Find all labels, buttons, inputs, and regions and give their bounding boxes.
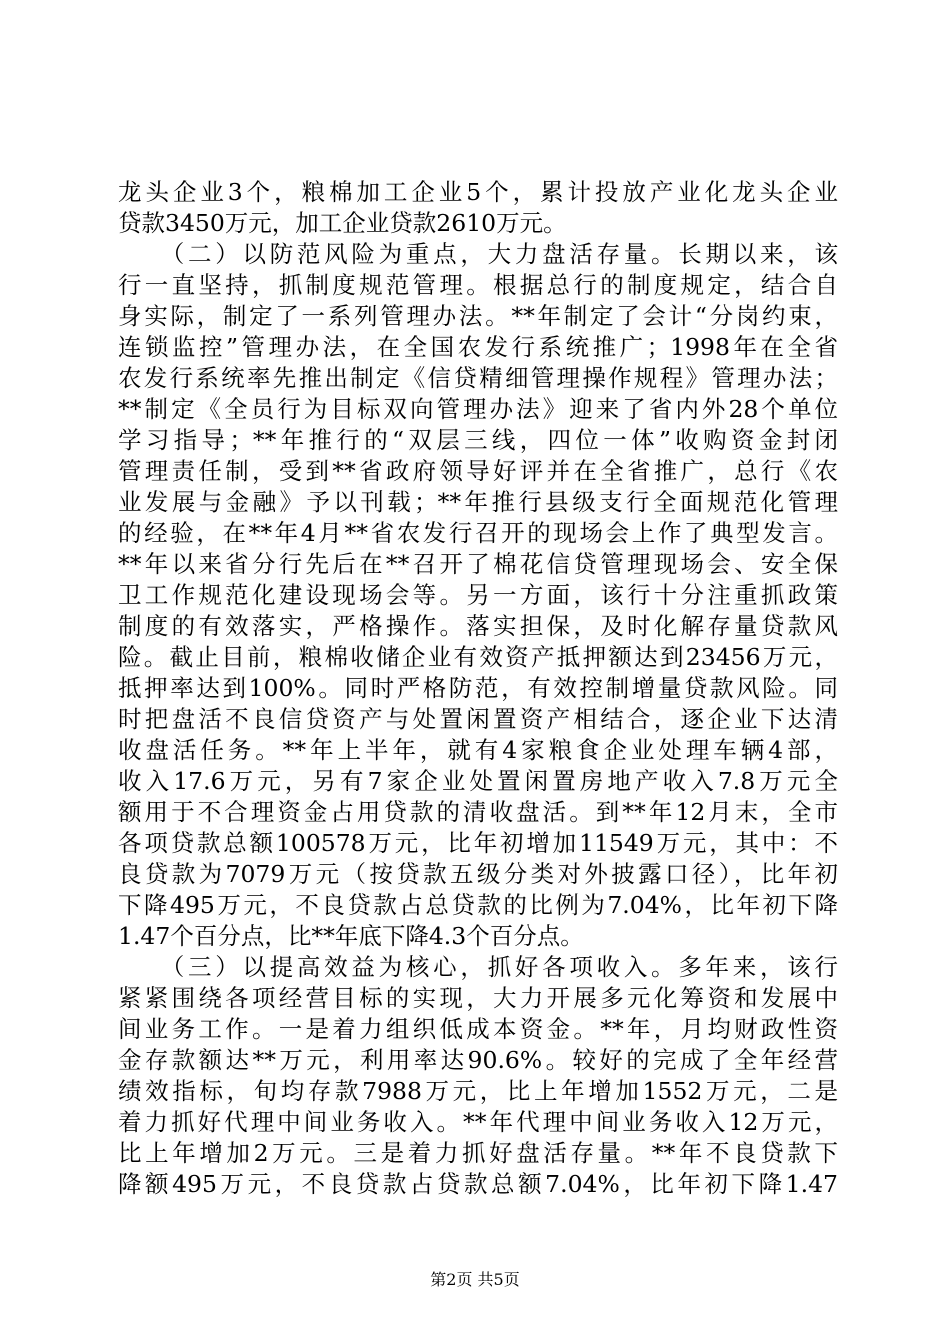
- text-line: 业发展与金融》予以刊载；**年推行县级支行全面规范化管理: [118, 488, 838, 516]
- text-line: 卫工作规范化建设现场会等。另一方面，该行十分注重抓政策: [118, 581, 838, 609]
- text-line: 管理责任制，受到**省政府领导好评并在全省推广，总行《农: [118, 457, 838, 485]
- text-line: 险。截止目前，粮棉收储企业有效资产抵押额达到23456万元，: [118, 643, 838, 671]
- text-line: **年以来省分行先后在**召开了棉花信贷管理现场会、安全保: [118, 550, 838, 578]
- page-number-label: 第2页 共5页: [430, 1270, 520, 1289]
- text-line: 良贷款为7079万元（按贷款五级分类对外披露口径），比年初: [118, 860, 838, 888]
- text-line: 降额495万元，不良贷款占贷款总额7.04%，比年初下降1.47: [118, 1170, 838, 1198]
- text-line: 1.47个百分点，比**年底下降4.3个百分点。: [118, 922, 584, 950]
- text-line: 贷款3450万元，加工企业贷款2610万元。: [118, 209, 567, 237]
- text-line: 绩效指标，旬均存款7988万元，比上年增加1552万元，二是: [118, 1077, 838, 1105]
- text-line: 比上年增加2万元。三是着力抓好盘活存量。**年不良贷款下: [118, 1139, 838, 1167]
- text-line: 的经验，在**年4月**省农发行召开的现场会上作了典型发言。: [118, 519, 838, 547]
- text-line: （二）以防范风险为重点，大力盘活存量。长期以来，该: [118, 240, 838, 268]
- text-line: 行一直坚持，抓制度规范管理。根据总行的制度规定，结合自: [118, 271, 838, 299]
- text-line: 金存款额达**万元，利用率达90.6%。较好的完成了全年经营: [118, 1046, 838, 1074]
- text-line: 收入17.6万元，另有7家企业处置闲置房地产收入7.8万元全: [118, 767, 838, 795]
- text-line: 制度的有效落实，严格操作。落实担保，及时化解存量贷款风: [118, 612, 838, 640]
- text-line: 紧紧围绕各项经营目标的实现，大力开展多元化筹资和发展中: [118, 984, 838, 1012]
- text-line: 学习指导；**年推行的“双层三线，四位一体”收购资金封闭: [118, 426, 838, 454]
- text-line: 额用于不合理资金占用贷款的清收盘活。到**年12月末，全市: [118, 798, 838, 826]
- text-line: 着力抓好代理中间业务收入。**年代理中间业务收入12万元，: [118, 1108, 838, 1136]
- text-line: 连锁监控”管理办法，在全国农发行系统推广；1998年在全省: [118, 333, 838, 361]
- text-line: 时把盘活不良信贷资产与处置闲置资产相结合，逐企业下达清: [118, 705, 838, 733]
- text-line: 各项贷款总额100578万元，比年初增加11549万元，其中：不: [118, 829, 838, 857]
- text-line: 身实际，制定了一系列管理办法。**年制定了会计“分岗约束，: [118, 302, 838, 330]
- text-line: **制定《全员行为目标双向管理办法》迎来了省内外28个单位: [118, 395, 838, 423]
- text-line: （三）以提高效益为核心，抓好各项收入。多年来，该行: [118, 953, 838, 981]
- text-line: 下降495万元，不良贷款占总贷款的比例为7.04%，比年初下降: [118, 891, 838, 919]
- page-footer: [0, 1270, 950, 1290]
- text-line: 收盘活任务。**年上半年，就有4家粮食企业处理车辆4部，: [118, 736, 838, 764]
- text-line: 农发行系统率先推出制定《信贷精细管理操作规程》管理办法；: [118, 364, 838, 392]
- text-line: 龙头企业3个，粮棉加工企业5个，累计投放产业化龙头企业: [118, 178, 838, 206]
- text-line: 抵押率达到100%。同时严格防范，有效控制增量贷款风险。同: [118, 674, 838, 702]
- text-line: 间业务工作。一是着力组织低成本资金。**年，月均财政性资: [118, 1015, 838, 1043]
